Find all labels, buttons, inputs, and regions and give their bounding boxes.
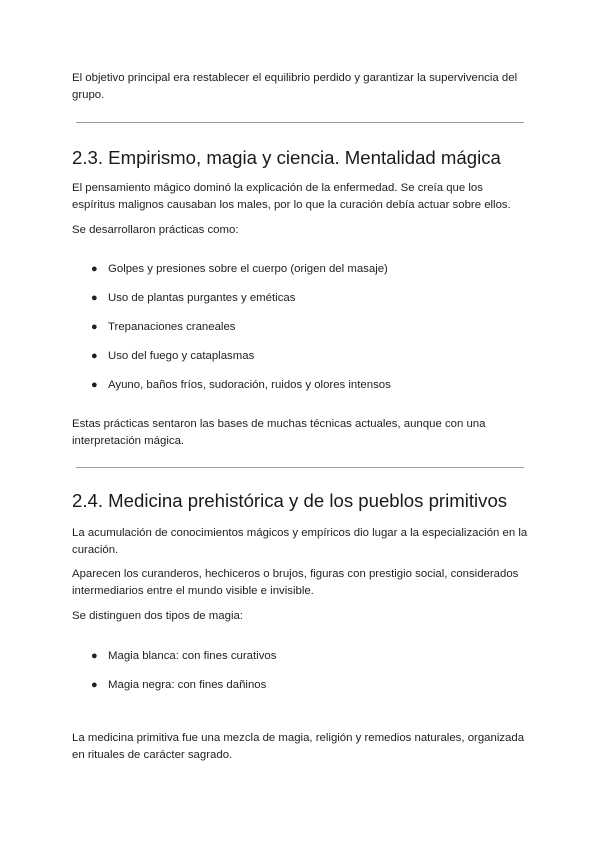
bullet-icon: ●: [91, 650, 98, 662]
bullet-icon: ●: [91, 263, 98, 275]
list-item-text: Magia blanca: con fines curativos: [108, 650, 277, 662]
bullet-icon: ●: [91, 350, 98, 362]
paragraph: La medicina primitiva fue una mezcla de magia, religión y remedios naturales, organizada en rituales de carácter sagrado.: [72, 732, 525, 761]
list-item-text: Trepanaciones craneales: [108, 321, 236, 333]
section-divider: [76, 467, 524, 468]
bullet-icon: ●: [91, 321, 98, 333]
list-item: [91, 648, 528, 665]
section-divider: [76, 122, 524, 123]
paragraph: Se distinguen dos tipos de magia:: [72, 610, 243, 622]
section-heading-2-4: 2.4. Medicina prehistórica y de los pueblos primitivos: [72, 490, 508, 511]
bullet-icon: ●: [91, 679, 98, 691]
paragraph: El pensamiento mágico dominó la explicación de la enfermedad. Se creía que los espíritus malignos causaban los males, por lo que la curación debía actuar sobre ellos.: [72, 182, 511, 211]
list-item-text: Ayuno, baños fríos, sudoración, ruidos y olores intensos: [108, 379, 391, 391]
section-heading-2-3: 2.3. Empirismo, magia y ciencia. Mentalidad mágica: [72, 147, 501, 168]
list-item-text: Golpes y presiones sobre el cuerpo (origen del masaje): [108, 263, 388, 275]
list-item-text: Uso de plantas purgantes y eméticas: [108, 292, 296, 304]
list-item: [91, 377, 528, 394]
list-item: [91, 290, 528, 307]
list-item: [91, 261, 528, 278]
list-item-text: Magia negra: con fines dañinos: [108, 679, 267, 691]
paragraph: La acumulación de conocimientos mágicos y empíricos dio lugar a la especialización en la curación.: [72, 527, 528, 556]
list-item: [91, 319, 528, 336]
intro-paragraph: El objetivo principal era restablecer el equilibrio perdido y garantizar la supervivencia del grupo.: [72, 72, 518, 101]
bullet-icon: ●: [91, 292, 98, 304]
paragraph: Aparecen los curanderos, hechiceros o brujos, figuras con prestigio social, considerados intermediarios entre el mundo visible e invisible.: [72, 568, 519, 597]
list-item: [91, 677, 528, 694]
paragraph: Se desarrollaron prácticas como:: [72, 224, 239, 236]
paragraph: Estas prácticas sentaron las bases de muchas técnicas actuales, aunque con una interpretación mágica.: [72, 418, 486, 447]
bullet-icon: ●: [91, 379, 98, 391]
list-item-text: Uso del fuego y cataplasmas: [108, 350, 255, 362]
list-item: [91, 348, 528, 365]
